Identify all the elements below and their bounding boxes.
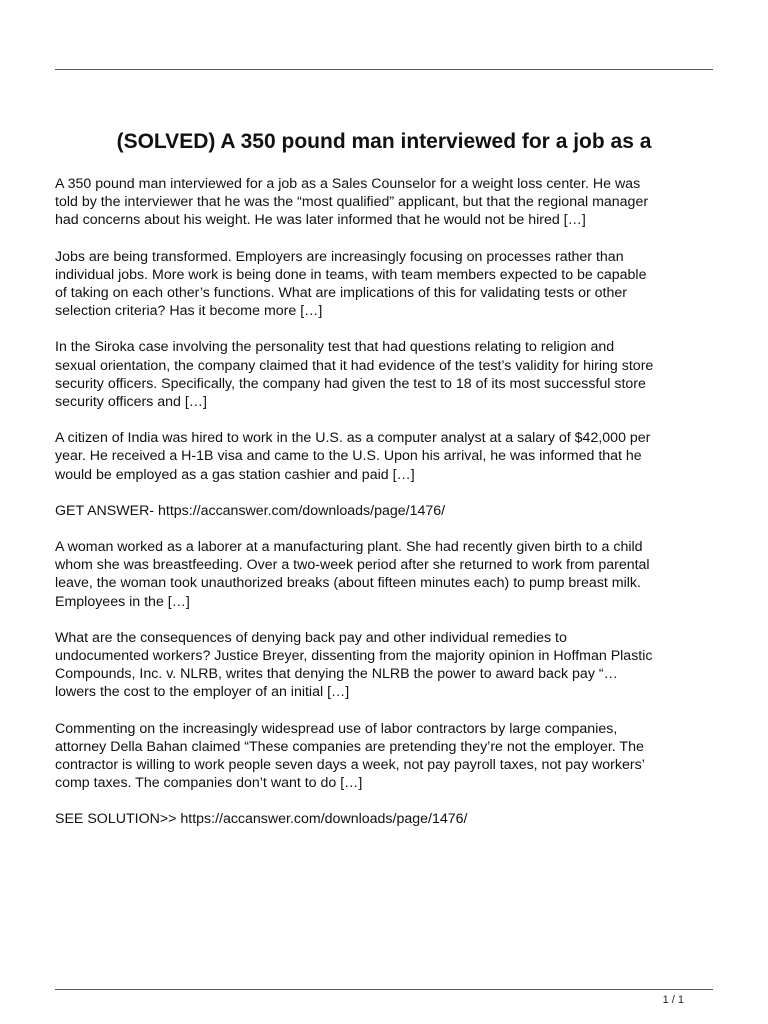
page-number: 1 / 1 xyxy=(662,994,684,1006)
paragraph-line: A woman worked as a laborer at a manufacturing plant. She had recently given birth to a child xyxy=(55,539,643,556)
paragraph-line: of taking on each other’s functions. What are implications of this for validating tests or other xyxy=(55,285,628,302)
paragraph-line: sexual orientation, the company claimed that it had evidence of the test’s validity for hiring store xyxy=(55,357,654,374)
body-paragraph xyxy=(55,248,715,321)
paragraph-line: security officers and […] xyxy=(55,394,207,411)
header-divider xyxy=(55,69,713,70)
body-paragraph xyxy=(55,538,715,611)
document-title: (SOLVED) A 350 pound man interviewed for a job as a xyxy=(116,130,652,153)
body-paragraph xyxy=(55,720,715,793)
paragraph-line: attorney Della Bahan claimed “These companies are pretending they’re not the employer. The xyxy=(55,738,644,755)
paragraph-line: leave, the woman took unauthorized breaks (about fifteen minutes each) to pump breast milk. xyxy=(55,575,641,592)
body-paragraph xyxy=(55,338,715,411)
paragraph-line: would be employed as a gas station cashier and paid […] xyxy=(55,466,415,483)
paragraph-line: told by the interviewer that he was the “most qualified” applicant, but that the regional manager xyxy=(55,194,649,211)
paragraph-line: Employees in the […] xyxy=(55,593,190,610)
body-paragraph xyxy=(55,810,715,828)
paragraph-line: individual jobs. More work is being done in teams, with team members expected to be capable xyxy=(55,266,647,283)
paragraph-line: whom she was breastfeeding. Over a two-week period after she returned to work from parental xyxy=(55,557,650,574)
document-body xyxy=(55,175,715,847)
paragraph-line: contractor is willing to work people seven days a week, not pay payroll taxes, not pay workers’ xyxy=(55,757,645,774)
paragraph-line: What are the consequences of denying back pay and other individual remedies to xyxy=(55,629,567,646)
paragraph-line: lowers the cost to the employer of an initial […] xyxy=(55,684,350,701)
paragraph-line: selection criteria? Has it become more […] xyxy=(55,303,323,320)
body-paragraph xyxy=(55,502,715,520)
paragraph-line: Commenting on the increasingly widespread use of labor contractors by large companies, xyxy=(55,720,618,737)
body-paragraph xyxy=(55,175,715,230)
paragraph-line: had concerns about his weight. He was later informed that he would not be hired […] xyxy=(55,212,586,229)
paragraph-line: comp taxes. The companies don’t want to do […] xyxy=(55,775,363,792)
body-paragraph xyxy=(55,629,715,702)
paragraph-line: year. He received a H-1B visa and came to the U.S. Upon his arrival, he was informed that he xyxy=(55,448,642,465)
paragraph-line: Compounds, Inc. v. NLRB, writes that denying the NLRB the power to award back pay “… xyxy=(55,666,618,683)
footer-divider xyxy=(55,989,713,990)
paragraph-line: A citizen of India was hired to work in the U.S. as a computer analyst at a salary of $42,000 per xyxy=(55,430,651,447)
body-paragraph xyxy=(55,429,715,484)
paragraph-line: undocumented workers? Justice Breyer, dissenting from the majority opinion in Hoffman Plastic xyxy=(55,648,653,665)
paragraph-line: GET ANSWER- https://accanswer.com/downloads/page/1476/ xyxy=(55,502,446,519)
paragraph-line: security officers. Specifically, the company had given the test to 18 of its most successful store xyxy=(55,375,646,392)
paragraph-line: Jobs are being transformed. Employers are increasingly focusing on processes rather than xyxy=(55,248,624,265)
paragraph-line: In the Siroka case involving the personality test that had questions relating to religion and xyxy=(55,339,615,356)
paragraph-line: A 350 pound man interviewed for a job as a Sales Counselor for a weight loss center. He was xyxy=(55,176,641,192)
paragraph-line: SEE SOLUTION>> https://accanswer.com/downloads/page/1476/ xyxy=(55,811,468,828)
